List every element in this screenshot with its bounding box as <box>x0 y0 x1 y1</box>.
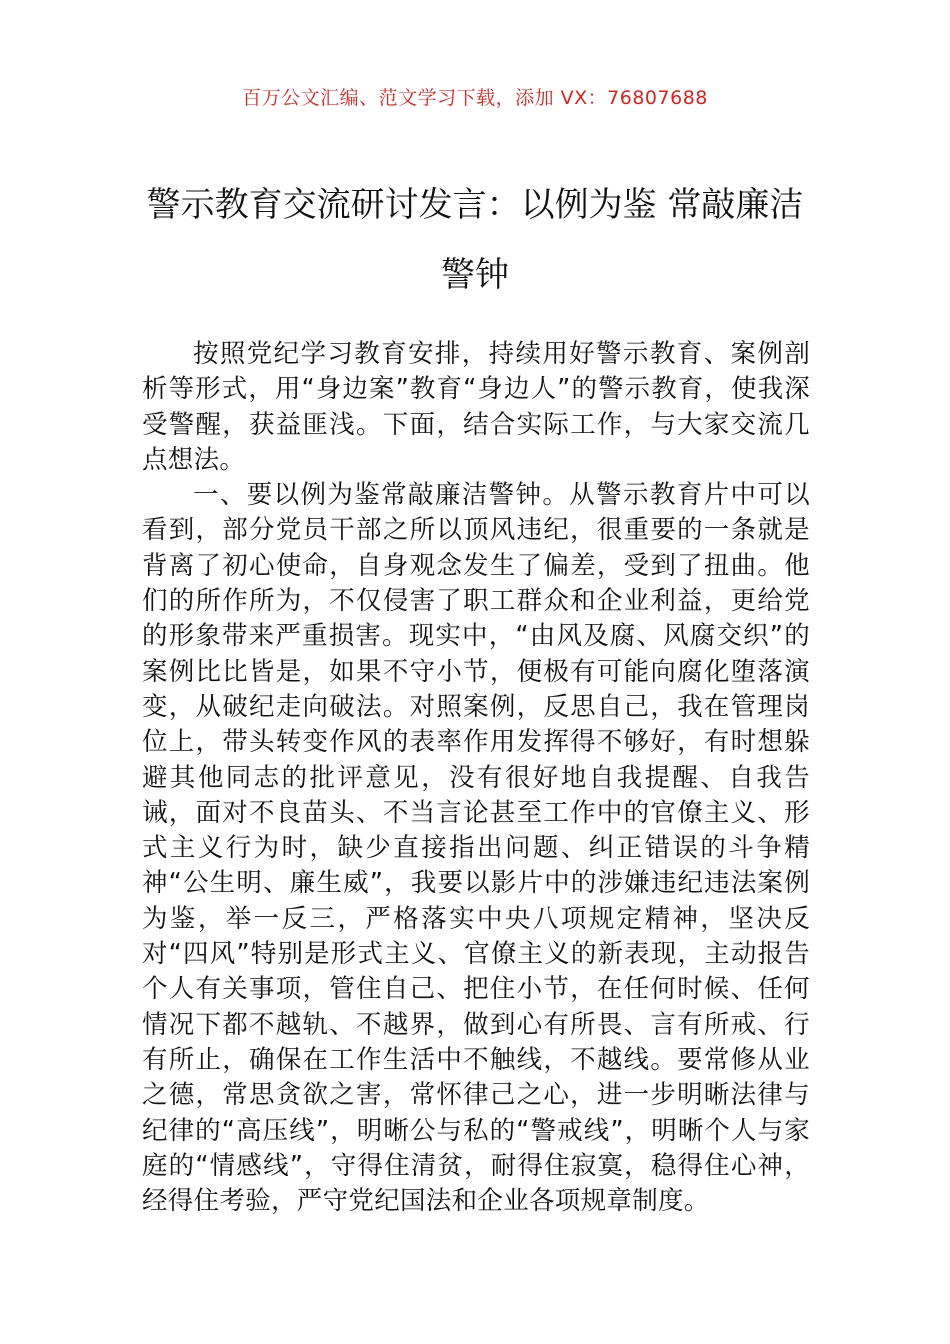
document-title: 警示教育交流研讨发言：以例为鉴 常敲廉洁警钟 <box>146 185 804 295</box>
document-body <box>142 337 810 1219</box>
paragraph-intro: 按照党纪学习教育安排，持续用好警示教育、案例剖析等形式，用“身边案”教育“身边人”的警示教育，使我深受警醒，获益匪浅。下面，结合实际工作，与大家交流几点想法。 <box>142 339 810 475</box>
promo-header-note: 百万公文汇编、范文学习下载，添加 VX：76807688 <box>242 87 708 109</box>
paragraph-section-one: 一、要以例为鉴常敲廉洁警钟。从警示教育片中可以看到，部分党员干部之所以顶风违纪，很重要的一条就是背离了初心使命，自身观念发生了偏差，受到了扭曲。他们的所作所为，不仅侵害了职工群众和企业利益，更给党的形象带来严重损害。现实中，“由风及腐、风腐交织”的案例比比皆是，如果不守小节，便极有可能向腐化堕落演变，从破纪走向破法。对照案例，反思自己，我在管理岗位上，带头转变作风的表率作用发挥得不够好，有时想躲避其他同志的批评意见，没有很好地自我提醒、自我告诫，面对不良苗头、不当言论甚至工作中的官僚主义、形式主义行为时，缺少直接指出问题、纠正错误的斗争精神“公生明、廉生威”，我要以影片中的涉嫌违纪违法案例为鉴，举一反三，严格落实中央八项规定精神，坚决反对“四风”特别是形式主义、官僚主义的新表现，主动报告个人有关事项，管住自己、把住小节，在任何时候、任何情况下都不越轨、不越界，做到心有所畏、言有所戒、行有所止，确保在工作生活中不触线，不越线。要常修从业之德，常思贪欲之害，常怀律己之心，进一步明晰法律与纪律的“高压线”，明晰公与私的“警戒线”，明晰个人与家庭的“情感线”，守得住清贫，耐得住寂寞，稳得住心神，经得住考验，严守党纪国法和企业各项规章制度。 <box>142 480 810 1217</box>
